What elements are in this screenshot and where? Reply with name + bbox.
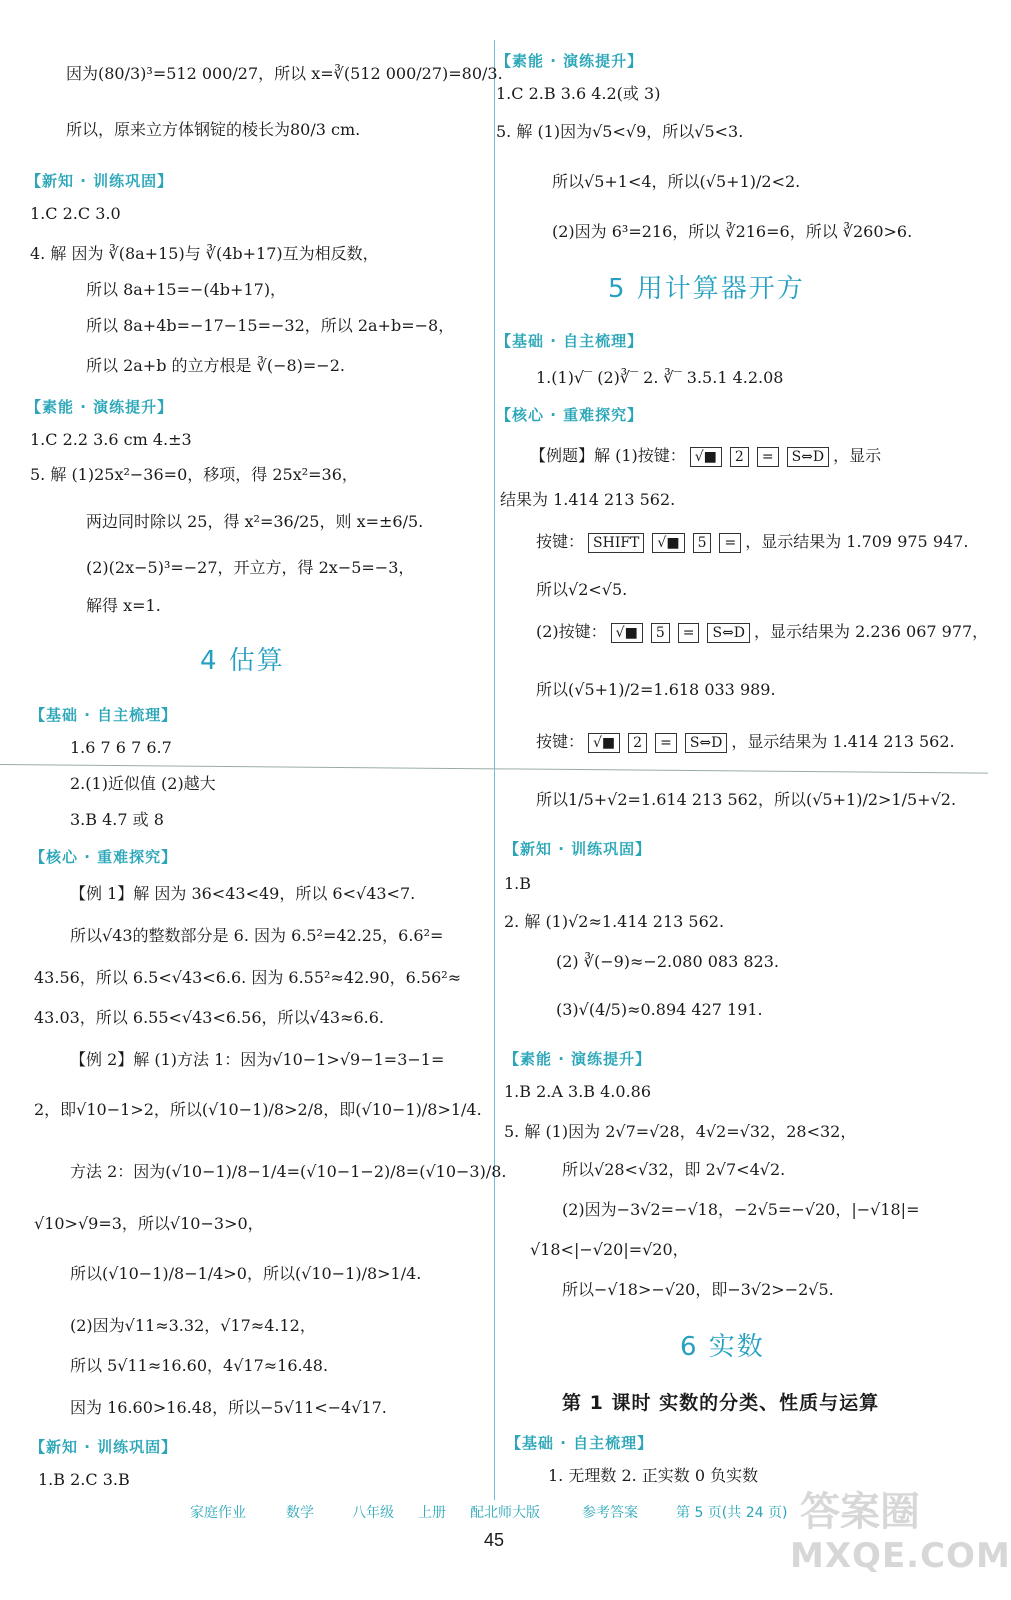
answer-line: 结果为 1.414 213 562. xyxy=(500,490,676,509)
equals-key: = xyxy=(719,533,741,553)
answer-line: (2) ∛(−9)≈−2.080 083 823. xyxy=(556,952,779,971)
answer-line: (3)√(4/5)≈0.894 427 191. xyxy=(556,1000,763,1019)
equals-key: = xyxy=(655,733,677,753)
answer-line: 所以 8a+4b=−17−15=−32，所以 2a+b=−8， xyxy=(86,316,455,335)
answer-line: √10>√9=3，所以√10−3>0， xyxy=(34,1214,264,1233)
answer-line: 43.56，所以 6.5<√43<6.6. 因为 6.55²≈42.90，6.56²≈ xyxy=(34,968,462,987)
answer-line: 3.B 4.7 或 8 xyxy=(70,810,164,829)
answer-line: 2.(1)近似值 (2)越大 xyxy=(70,774,216,793)
answer-line: 1.C 2.B 3.6 4.2(或 3) xyxy=(496,84,661,103)
answer-line: 43.03，所以 6.55<√43<6.56，所以√43≈6.6. xyxy=(34,1008,385,1027)
footer-subject: 数学 xyxy=(286,1505,314,1521)
section-tag: 【素能 · 演练提升】 xyxy=(26,398,174,416)
calc-key-line xyxy=(536,532,968,553)
calc-key-line xyxy=(536,622,988,643)
answer-line: (2)因为 6³=216，所以 ∛216=6，所以 ∛260>6. xyxy=(552,222,913,241)
section-title: 4 估算 xyxy=(200,646,285,676)
sd-key: S⇔D xyxy=(685,733,728,753)
answer-line: 1.B xyxy=(504,874,532,893)
answer-line: 所以 8a+15=−(4b+17)， xyxy=(86,280,287,299)
answer-line: 因为(80/3)³=512 000/27，所以 x=∛(512 000/27)=80/3. xyxy=(66,64,503,83)
sqrt-key: √■ xyxy=(588,733,620,753)
calc-example-line xyxy=(530,446,881,467)
example-label: 【例题】解 (1)按键： xyxy=(530,446,686,465)
answer-line: 所以√43的整数部分是 6. 因为 6.5²=42.25，6.6²= xyxy=(70,926,444,945)
answer-line: (2)因为√11≈3.32，√17≈4.12， xyxy=(70,1316,316,1335)
footer-page-info: 第 5 页(共 24 页) xyxy=(676,1505,788,1521)
digit-5-key: 5 xyxy=(693,533,712,553)
answer-line: 所以√2<√5. xyxy=(536,580,628,599)
section-title: 5 用计算器开方 xyxy=(608,274,805,304)
answer-line: 5. 解 (1)因为√5<√9，所以√5<3. xyxy=(496,122,744,141)
answer-line: 【例 2】解 (1)方法 1：因为√10−1>√9−1=3−1= xyxy=(70,1050,445,1069)
section-tag: 【素能 · 演练提升】 xyxy=(496,52,644,70)
sqrt-key: √■ xyxy=(611,623,643,643)
answer-line: 1.6 7 6 7 6.7 xyxy=(70,738,172,757)
answer-line: 5. 解 (1)因为 2√7=√28，4√2=√32，28<32， xyxy=(504,1122,857,1141)
answer-line: 5. 解 (1)25x²−36=0，移项，得 25x²=36， xyxy=(30,465,358,484)
shift-key: SHIFT xyxy=(588,533,644,553)
footer-edition: 配北师大版 xyxy=(470,1505,540,1521)
press-label: 按键： xyxy=(536,532,585,551)
footer-grade: 八年级 xyxy=(352,1505,394,1521)
section-tag: 【新知 · 训练巩固】 xyxy=(26,172,174,190)
footer-answers: 参考答案 xyxy=(582,1505,638,1521)
answer-line: 所以 2a+b 的立方根是 ∛(−8)=−2. xyxy=(86,356,345,375)
show-label: ，显示 xyxy=(833,446,882,465)
answer-line: 2. 解 (1)√2≈1.414 213 562. xyxy=(504,912,725,931)
answer-line: 1.C 2.C 3.0 xyxy=(30,204,121,223)
answer-line: 所以，原来立方体钢锭的棱长为80/3 cm. xyxy=(66,120,361,139)
answer-line: 所以√28<√32，即 2√7<4√2. xyxy=(562,1160,786,1179)
section-tag: 【新知 · 训练巩固】 xyxy=(30,1438,178,1456)
section-title: 6 实数 xyxy=(680,1332,765,1362)
answer-line: 解得 x=1. xyxy=(86,596,161,615)
sd-key: S⇔D xyxy=(787,447,830,467)
equals-key: = xyxy=(678,623,700,643)
digit-2-key: 2 xyxy=(730,447,749,467)
result-text: ，显示结果为 1.709 975 947. xyxy=(745,532,969,551)
digit-5-key: 5 xyxy=(651,623,670,643)
result-text: ，显示结果为 2.236 067 977， xyxy=(754,622,989,641)
equals-key: = xyxy=(757,447,779,467)
answer-line: 所以(√10−1)/8−1/4>0，所以(√10−1)/8>1/4. xyxy=(70,1264,422,1283)
section-tag: 【素能 · 演练提升】 xyxy=(504,1050,652,1068)
section-tag: 【核心 · 重难探究】 xyxy=(30,848,178,866)
answer-line: 1.B 2.A 3.B 4.0.86 xyxy=(504,1082,652,1101)
sd-key: S⇔D xyxy=(707,623,750,643)
answer-line: 所以(√5+1)/2=1.618 033 989. xyxy=(536,680,776,699)
footer-volume: 上册 xyxy=(418,1505,446,1521)
calc-key-line xyxy=(536,732,955,753)
answer-line: 2，即√10−1>2，所以(√10−1)/8>2/8，即(√10−1)/8>1/4. xyxy=(34,1100,482,1119)
footer-series: 家庭作业 xyxy=(190,1505,246,1521)
answer-line: (2)(2x−5)³=−27，开立方，得 2x−5=−3， xyxy=(86,558,415,577)
answer-line: 所以√5+1<4，所以(√5+1)/2<2. xyxy=(552,172,801,191)
answer-line: 两边同时除以 25，得 x²=36/25，则 x=±6/5. xyxy=(86,512,424,531)
answer-line: 方法 2：因为(√10−1)/8−1/4=(√10−1−2)/8=(√10−3)/8. xyxy=(70,1162,507,1181)
section-tag: 【核心 · 重难探究】 xyxy=(496,406,644,424)
answer-line: 1.(1)√‾ (2)∛‾ 2. ∛‾ 3.5.1 4.2.08 xyxy=(536,368,784,387)
press-label: (2)按键： xyxy=(536,622,607,641)
answer-line: 所以1/5+√2=1.614 213 562，所以(√5+1)/2>1/5+√2. xyxy=(536,790,957,809)
section-tag: 【基础 · 自主梳理】 xyxy=(30,706,178,724)
sqrt-key: √■ xyxy=(652,533,684,553)
watermark-url: MXQE.COM xyxy=(790,1536,1011,1576)
section-tag: 【新知 · 训练巩固】 xyxy=(504,840,652,858)
answer-line: 1.B 2.C 3.B xyxy=(38,1470,130,1489)
column-divider xyxy=(494,40,495,1500)
section-tag: 【基础 · 自主梳理】 xyxy=(506,1434,654,1452)
answer-line: 所以−√18>−√20，即−3√2>−2√5. xyxy=(562,1280,834,1299)
answer-line: (2)因为−3√2=−√18，−2√5=−√20，|−√18|= xyxy=(562,1200,920,1219)
answer-line: 因为 16.60>16.48，所以−5√11<−4√17. xyxy=(70,1398,387,1417)
watermark-text: 答案圈 xyxy=(800,1489,920,1535)
digit-2-key: 2 xyxy=(628,733,647,753)
answer-line: 所以 5√11≈16.60，4√17≈16.48. xyxy=(70,1356,329,1375)
section-tag: 【基础 · 自主梳理】 xyxy=(496,332,644,350)
answer-line: 1.C 2.2 3.6 cm 4.±3 xyxy=(30,430,192,449)
press-label: 按键： xyxy=(536,732,585,751)
watermark-logo xyxy=(790,1478,1011,1590)
sqrt-key: √■ xyxy=(690,447,722,467)
answer-line: 4. 解 因为 ∛(8a+15)与 ∛(4b+17)互为相反数， xyxy=(30,244,379,263)
answer-line: 1. 无理数 2. 正实数 0 负实数 xyxy=(548,1466,759,1485)
page-number: 45 xyxy=(483,1530,505,1550)
result-text: ，显示结果为 1.414 213 562. xyxy=(731,732,955,751)
lesson-title: 第 1 课时 实数的分类、性质与运算 xyxy=(562,1392,880,1414)
answer-line: 【例 1】解 因为 36<43<49，所以 6<√43<7. xyxy=(70,884,416,903)
answer-line: √18<|−√20|=√20， xyxy=(530,1240,689,1259)
